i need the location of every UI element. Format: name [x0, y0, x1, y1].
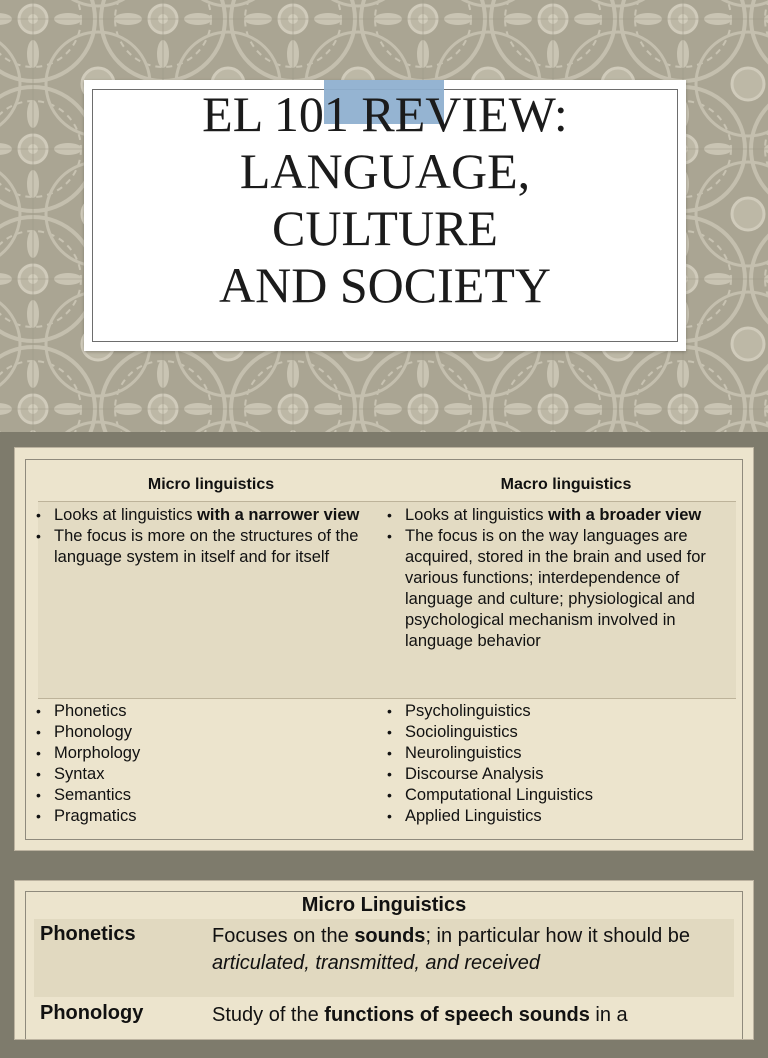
- title-slide: [0, 0, 768, 432]
- table-row: [34, 919, 734, 997]
- list-item: • Sociolinguistics: [381, 722, 721, 743]
- definition-cell: [212, 923, 712, 977]
- macro-fields-list: [381, 701, 721, 827]
- def-part: Focuses on the: [212, 925, 355, 947]
- slide-heading: Micro Linguistics: [301, 894, 467, 916]
- list-item: • Semantics: [30, 785, 350, 806]
- macro-desc-text: Looks at linguistics: [405, 506, 549, 524]
- def-part: in a: [589, 1004, 628, 1026]
- def-part-italic: articulated, transmitted, and received: [212, 952, 540, 974]
- row-divider: [38, 698, 736, 699]
- title-line: AND SOCIETY: [219, 257, 551, 313]
- table-row: [34, 998, 734, 1058]
- macro-desc-emphasis: with a broader view: [548, 506, 702, 524]
- micro-heading: Micro linguistics: [147, 476, 275, 493]
- title-line: EL 101 REVIEW:: [202, 86, 568, 142]
- list-item: • Phonology: [30, 722, 350, 743]
- term-cell: Phonology: [40, 1002, 144, 1024]
- def-part-bold: sounds: [354, 925, 426, 947]
- micro-linguistics-slide: [14, 880, 754, 1040]
- list-item: [381, 505, 731, 526]
- title-line: CULTURE: [272, 200, 498, 256]
- term-cell: Phonetics: [40, 923, 136, 945]
- list-item: [381, 526, 731, 652]
- def-part: ; in particular how it should be: [425, 925, 691, 947]
- micro-description-list: [30, 505, 370, 568]
- comparison-slide: [14, 447, 754, 851]
- micro-desc-emphasis: with a narrower view: [197, 506, 360, 524]
- list-item: • Morphology: [30, 743, 350, 764]
- macro-desc-text: The focus is on the way languages are acquired, stored in the brain and used for various functions; interdependence of language and culture; physiological and psychological mechanism involved in language behavior: [405, 527, 706, 650]
- definition-cell: [212, 1002, 712, 1029]
- list-item: [30, 505, 370, 526]
- def-part-bold: functions of speech sounds: [324, 1004, 590, 1026]
- list-item: [30, 526, 370, 568]
- micro-fields-list: [30, 701, 350, 827]
- slide-title: [84, 86, 686, 314]
- macro-description-list: [381, 505, 731, 652]
- list-item: • Applied Linguistics: [381, 806, 721, 827]
- micro-desc-text: Looks at linguistics: [54, 506, 198, 524]
- list-item: • Pragmatics: [30, 806, 350, 827]
- title-line: LANGUAGE,: [239, 143, 531, 199]
- micro-linguistics-table: [25, 891, 743, 1039]
- micro-desc-text: The focus is more on the structures of the language system in itself and for itself: [54, 527, 359, 566]
- list-item: • Neurolinguistics: [381, 743, 721, 764]
- list-item: • Syntax: [30, 764, 350, 785]
- macro-heading: Macro linguistics: [500, 476, 632, 493]
- comparison-table: [25, 459, 743, 840]
- list-item: • Computational Linguistics: [381, 785, 721, 806]
- def-part: Study of the: [212, 1004, 325, 1026]
- list-item: • Phonetics: [30, 701, 350, 722]
- list-item: • Discourse Analysis: [381, 764, 721, 785]
- title-card: [84, 80, 686, 351]
- list-item: • Psycholinguistics: [381, 701, 721, 722]
